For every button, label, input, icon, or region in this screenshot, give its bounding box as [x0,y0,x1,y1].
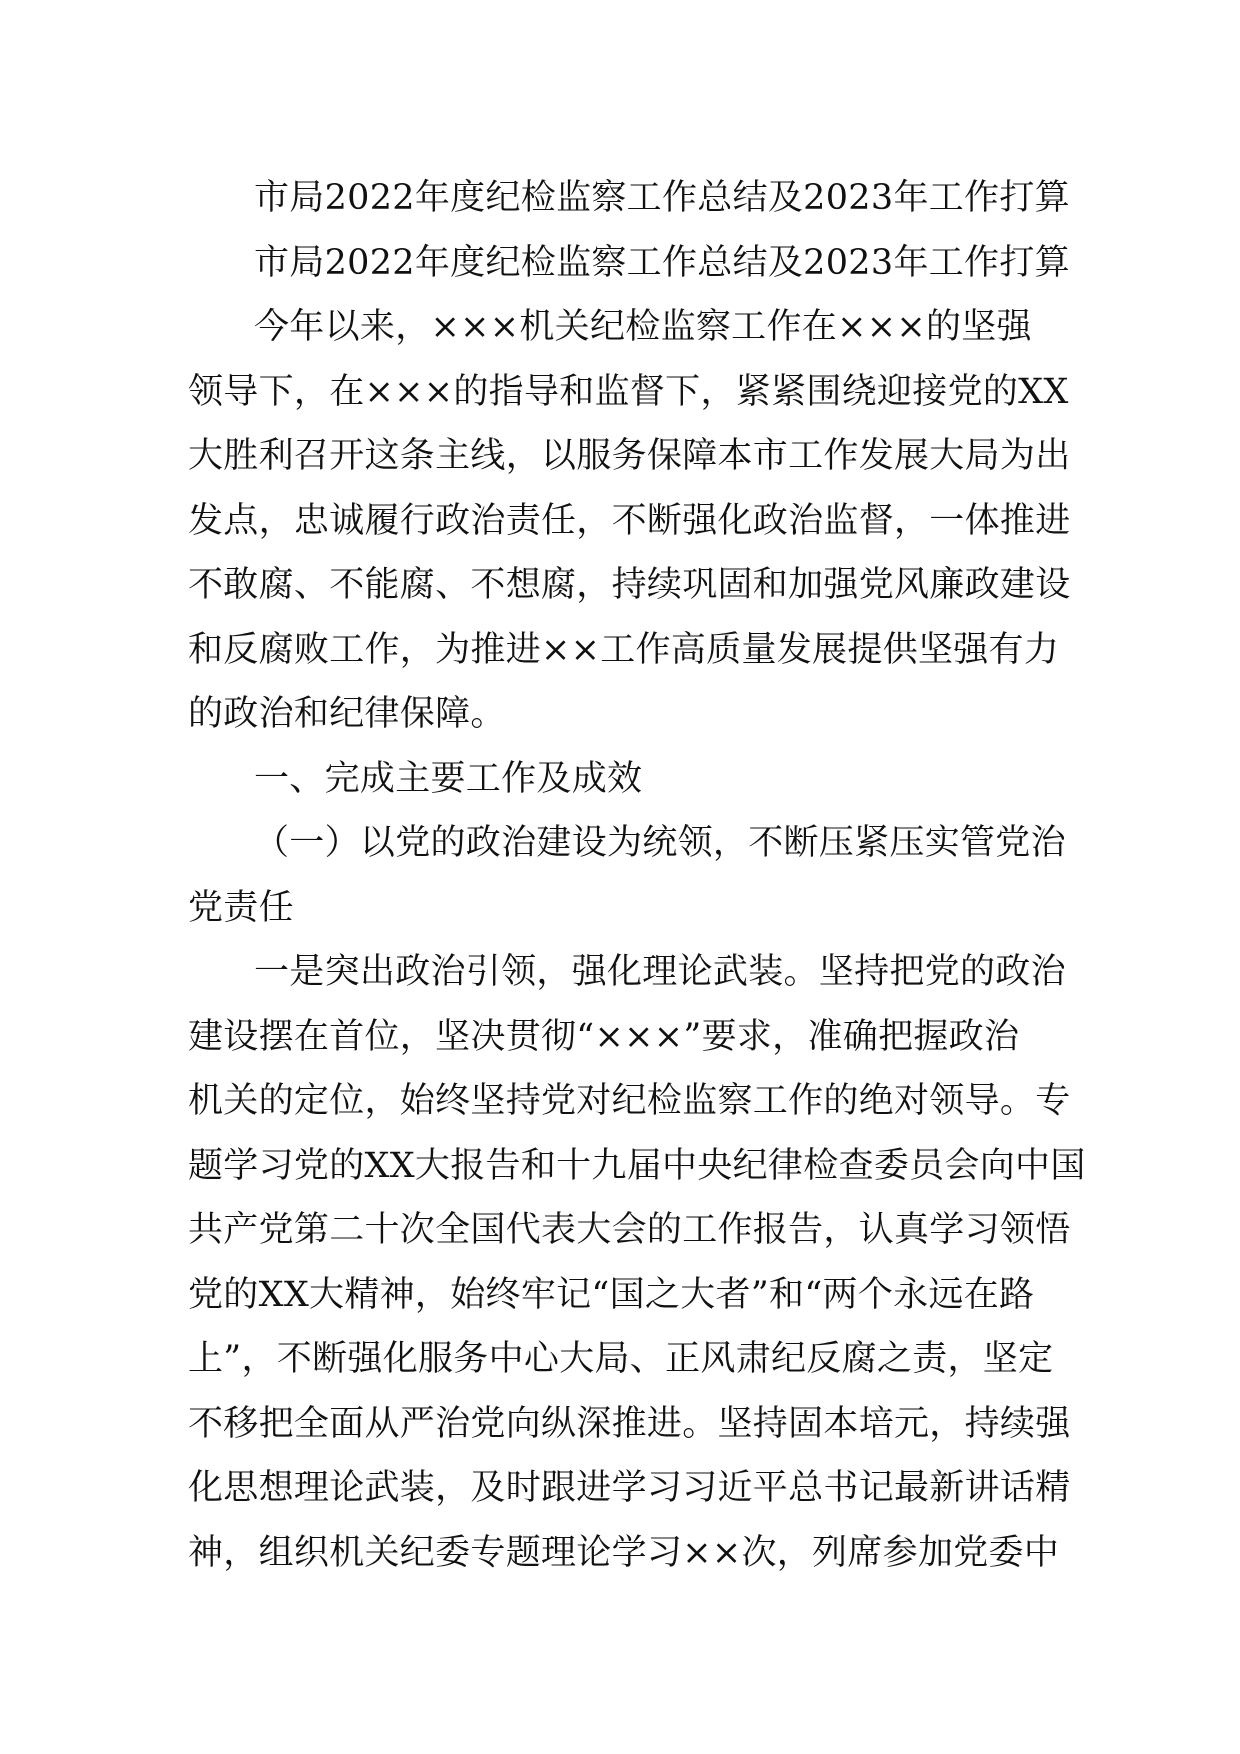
intro-line: 和反腐败工作，为推进××工作高质量发展提供坚强有力 [188,629,1060,670]
paragraph-line: 题学习党的XX大报告和十九届中央纪律检查委员会向中国 [188,1145,1086,1186]
intro-line: 发点，忠诚履行政治责任，不断强化政治监督，一体推进 [188,500,1071,541]
document-body [188,166,1086,1585]
intro-line: 领导下，在×××的指导和监督下，紧紧围绕迎接党的XX [188,371,1069,412]
section-heading: 一、完成主要工作及成效 [254,758,643,799]
paragraph-line: 化思想理论武装，及时跟进学习习近平总书记最新讲话精 [188,1468,1071,1508]
paragraph-line: 建设摆在首位，坚决贯彻“×××”要求，准确把握政治 [188,1016,1020,1057]
document-title-repeat: 市局2022年度纪检监察工作总结及2023年工作打算 [254,242,1070,283]
document-title: 市局2022年度纪检监察工作总结及2023年工作打算 [254,178,1070,218]
intro-line: 大胜利召开这条主线，以服务保障本市工作发展大局为出 [188,436,1071,476]
subsection-heading: 党责任 [188,887,294,928]
paragraph-line: 神，组织机关纪委专题理论学习××次，列席参加党委中 [188,1532,1060,1573]
intro-line: 的政治和纪律保障。 [188,694,506,734]
paragraph-line: 机关的定位，始终坚持党对纪检监察工作的绝对领导。专 [188,1081,1071,1121]
paragraph-line: 上”，不断强化服务中心大局、正风肃纪反腐之责，坚定 [188,1339,1054,1379]
paragraph-line: 共产党第二十次全国代表大会的工作报告，认真学习领悟 [188,1210,1071,1250]
paragraph-line: 党的XX大精神，始终牢记“国之大者”和“两个永远在路 [188,1274,1035,1315]
intro-line: 不敢腐、不能腐、不想腐，持续巩固和加强党风廉政建设 [188,565,1071,605]
paragraph-line: 不移把全面从严治党向纵深推进。坚持固本培元，持续强 [188,1403,1071,1444]
intro-line: 今年以来，×××机关纪检监察工作在×××的坚强 [254,307,1032,347]
subsection-heading: （一）以党的政治建设为统领，不断压紧压实管党治 [254,823,1066,863]
paragraph-line: 一是突出政治引领，强化理论武装。坚持把党的政治 [254,952,1066,992]
